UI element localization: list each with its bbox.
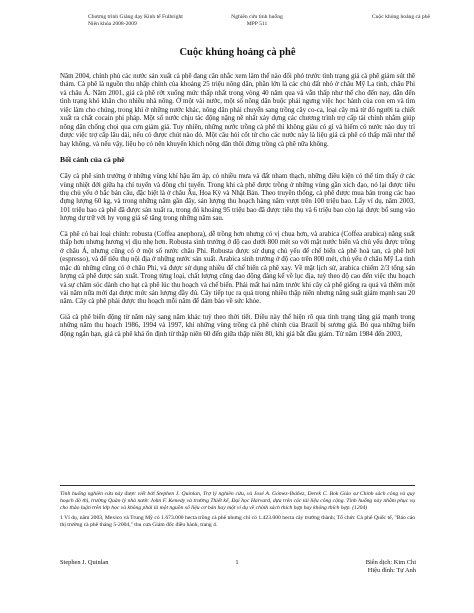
footer-editor: Hiệu đính: Tự Anh [367, 566, 416, 574]
header-right: Cuộc khủng hoảng cà phê [371, 14, 430, 20]
header-program: Chương trình Giảng dạy Kinh tế Fulbright [88, 14, 183, 20]
paragraph-coffee-types: Cà phê có hai loại chính: robusta (Coffea anephora), dễ trồng hơn nhưng có vị chua hơn, và arabica (Coffea arabica) năng suất thấp hơn nhưng hương vị dịu nhẹ hơn. Robusta sinh trưởng ở độ cao dưới 800 mét so với mặt nước biển và chủ yếu được trồng ở châu Á, nhưng cũng có ở một số nước châu Phi. Robusta được sử dụng chủ yếu để chế biến cà phê hoà tan, cà phê hơi (espresso), và để tiêu thụ nội địa ở những nước sản xuất. Arabica sinh trưởng ở độ cao trên 800 mét, chủ yếu ở châu Mỹ La tinh mặc dù những cũng có ở châu Phi, và được sử dụng nhiều để chế biến cà phê xay. Về mặt lịch sử, arabica chiếm 2/3 tổng sản lượng cà phê được sản xuất. Trong từng loại, chất lượng cũng dao động đáng kể về lục địa, tuỳ theo độ cao đến việc thu hoạch và sự chăm sóc dành cho hạt cà phê lúc thu hoạch và chế biến. Phải mất hai năm trước khi cây cà phê giống ra quả và thêm một vài năm nữa mới đạt được mức sản lượng đầy đủ. Cây tiếp tục ra quả trong nhiều thập niên nhưng năng suất giảm mạnh sau 20 năm. Cây cà phê phải được thu hoạch mỗi năm để đảm bảo về sức khỏe. [60, 229, 415, 306]
footer-translator: Biên dịch: Kim Chi [365, 559, 416, 566]
page-title: Cuộc khủng hoảng cà phê [179, 47, 296, 58]
footer-credits [300, 559, 416, 574]
header-course-code: MPP 511 [246, 21, 268, 27]
section-heading: Bối cảnh của cà phê [60, 155, 125, 165]
paragraph-price: Giá cà phê biến động từ năm này sang năm khác tuỳ theo thời tiết. Điều này thể hiện rõ qua tình trạng tăng giá mạnh trong những năm thu hoạch 1986, 1994 và 1997, khi những vùng trồng cà phê chính của Brazil bị sương giá. Bỏ qua những biến động ngắn hạn, giá cà phê khá ổn định từ thập niên 60 đến giữa thập niên 80, khi giá bắt đầu giảm. Từ năm 1984 đến 2003, [60, 312, 415, 338]
footnotes [60, 485, 415, 532]
footer-author: Stephen J. Quinlan [60, 559, 109, 566]
header-center [212, 14, 302, 28]
footnote-author-note: Tình huống nghiên cứu này được viết bởi Stephen J. Quinlan, Trợ lý nghiên cứu, và José A. Gómez-Ibáñez, Derek C. Bok Giáo sư Chính sách công và quy hoạch đô thị, trường Quản lý nhà nước John F. Kenedy và trường Thiết kế, Đại học Harvard, dựa trên các tài liệu công cộng. Tình huống này nhằm phục vụ cho thảo luận trên lớp học và không phải là một nguồn số liệu cơ bản hay một ví dụ về chính sách thích hợp hay không thích hợp. (1204) [60, 491, 415, 511]
header-year: Niên khóa 2008-2009 [88, 21, 137, 27]
page-number: 1 [235, 559, 239, 566]
document-body [60, 72, 415, 345]
header-case-study: Nghiên cứu tình huống [231, 14, 283, 20]
paragraph-background: Cây cà phê sinh trưởng ở những vùng khí hậu ẩm áp, có nhiều mưa và đất nham thạch, những điều kiện có thể tìm thấy ở các vùng nhiệt đới giữa hạ chí tuyến và đông chí tuyến. Trong khi cà phê được trồng ở những vùng gần xích đạo, nó lại được tiêu thụ chủ yếu ở bắc bán cầu, đặc biệt là ở châu Âu, Hoa Kỳ và Nhật Bản. Theo truyền thống, cà phê được mua bán trong các bao đựng lượng 60 kg, và trong những năm gần đây, sản lượng thu hoạch hàng năm vượt trên 100 triệu bao. Lấy ví dụ, năm 2003, 101 triệu bao cà phê đã được sản xuất ra, trong đó khoảng 95 triệu bao đã được tiêu thụ và 6 triệu bao còn lại được bổ sung vào lượng dự trữ với hy vọng giá sẽ tăng trong những năm sau. [60, 172, 415, 223]
paragraph-intro: Năm 2004, chính phủ các nước sản xuất cà phê đang cân nhắc xem làm thế nào đối phó trước tình trạng giá cà phê giảm sút thê thảm. Cà phê là nguồn thu nhập chính của khoảng 25 triệu nông dân, phần lớn là các chủ đất nhỏ ở châu Mỹ La tinh, châu Phi và châu Á. Năm 2001, giá cà phê rớt xuống mức thấp nhất trong vòng 40 năm qua và vẫn thấp như thế cho đến nay, dẫn đến tình trạng khó khăn cho nhiều nhà nông. Ở một vài nước, một số nông dân buộc phải ngưng việc học hành của con em và tìm việc làm cho chúng, trong khi ở những nước khác, nông dân phải chuyển sang trồng cây co-ca, loại cây mà từ đó người ta chiết xuất ra chất cocain phi pháp. Một số nước chịu tác động nặng nề nhất xảy dựng các chương trình trợ cấp tài chính nhằm giúp nông dân chống chọi qua cơn giảm giá. Tuy nhiên, những nước trồng cà phê thì không giàu có gì và hiếm có nước nào duy trì được việc trợ cấp lâu dài, nếu có được chút nào đó. Một câu hỏi cốt tử cho các nước này là liệu giá cà phê có thấp mãi như thế hay không, và nếu vậy, liệu họ có nên khuyến khích nông dân thôi đừng trồng cà phê nữa không. [60, 72, 415, 148]
header-left [88, 14, 208, 28]
footnote-1: 1 Ví dụ, năm 2003, Mexico và Trung Mỹ có 1.673.000 hecta trồng cà phê nhưng chỉ có 1.423.000 hecta cây trưởng thành; Tổ chức Cà phê Quốc tế, "Báo cáo thị trường cà phê tháng 5-2004," thu cưa Giám đốc điều hành, trang 4. [60, 515, 415, 528]
